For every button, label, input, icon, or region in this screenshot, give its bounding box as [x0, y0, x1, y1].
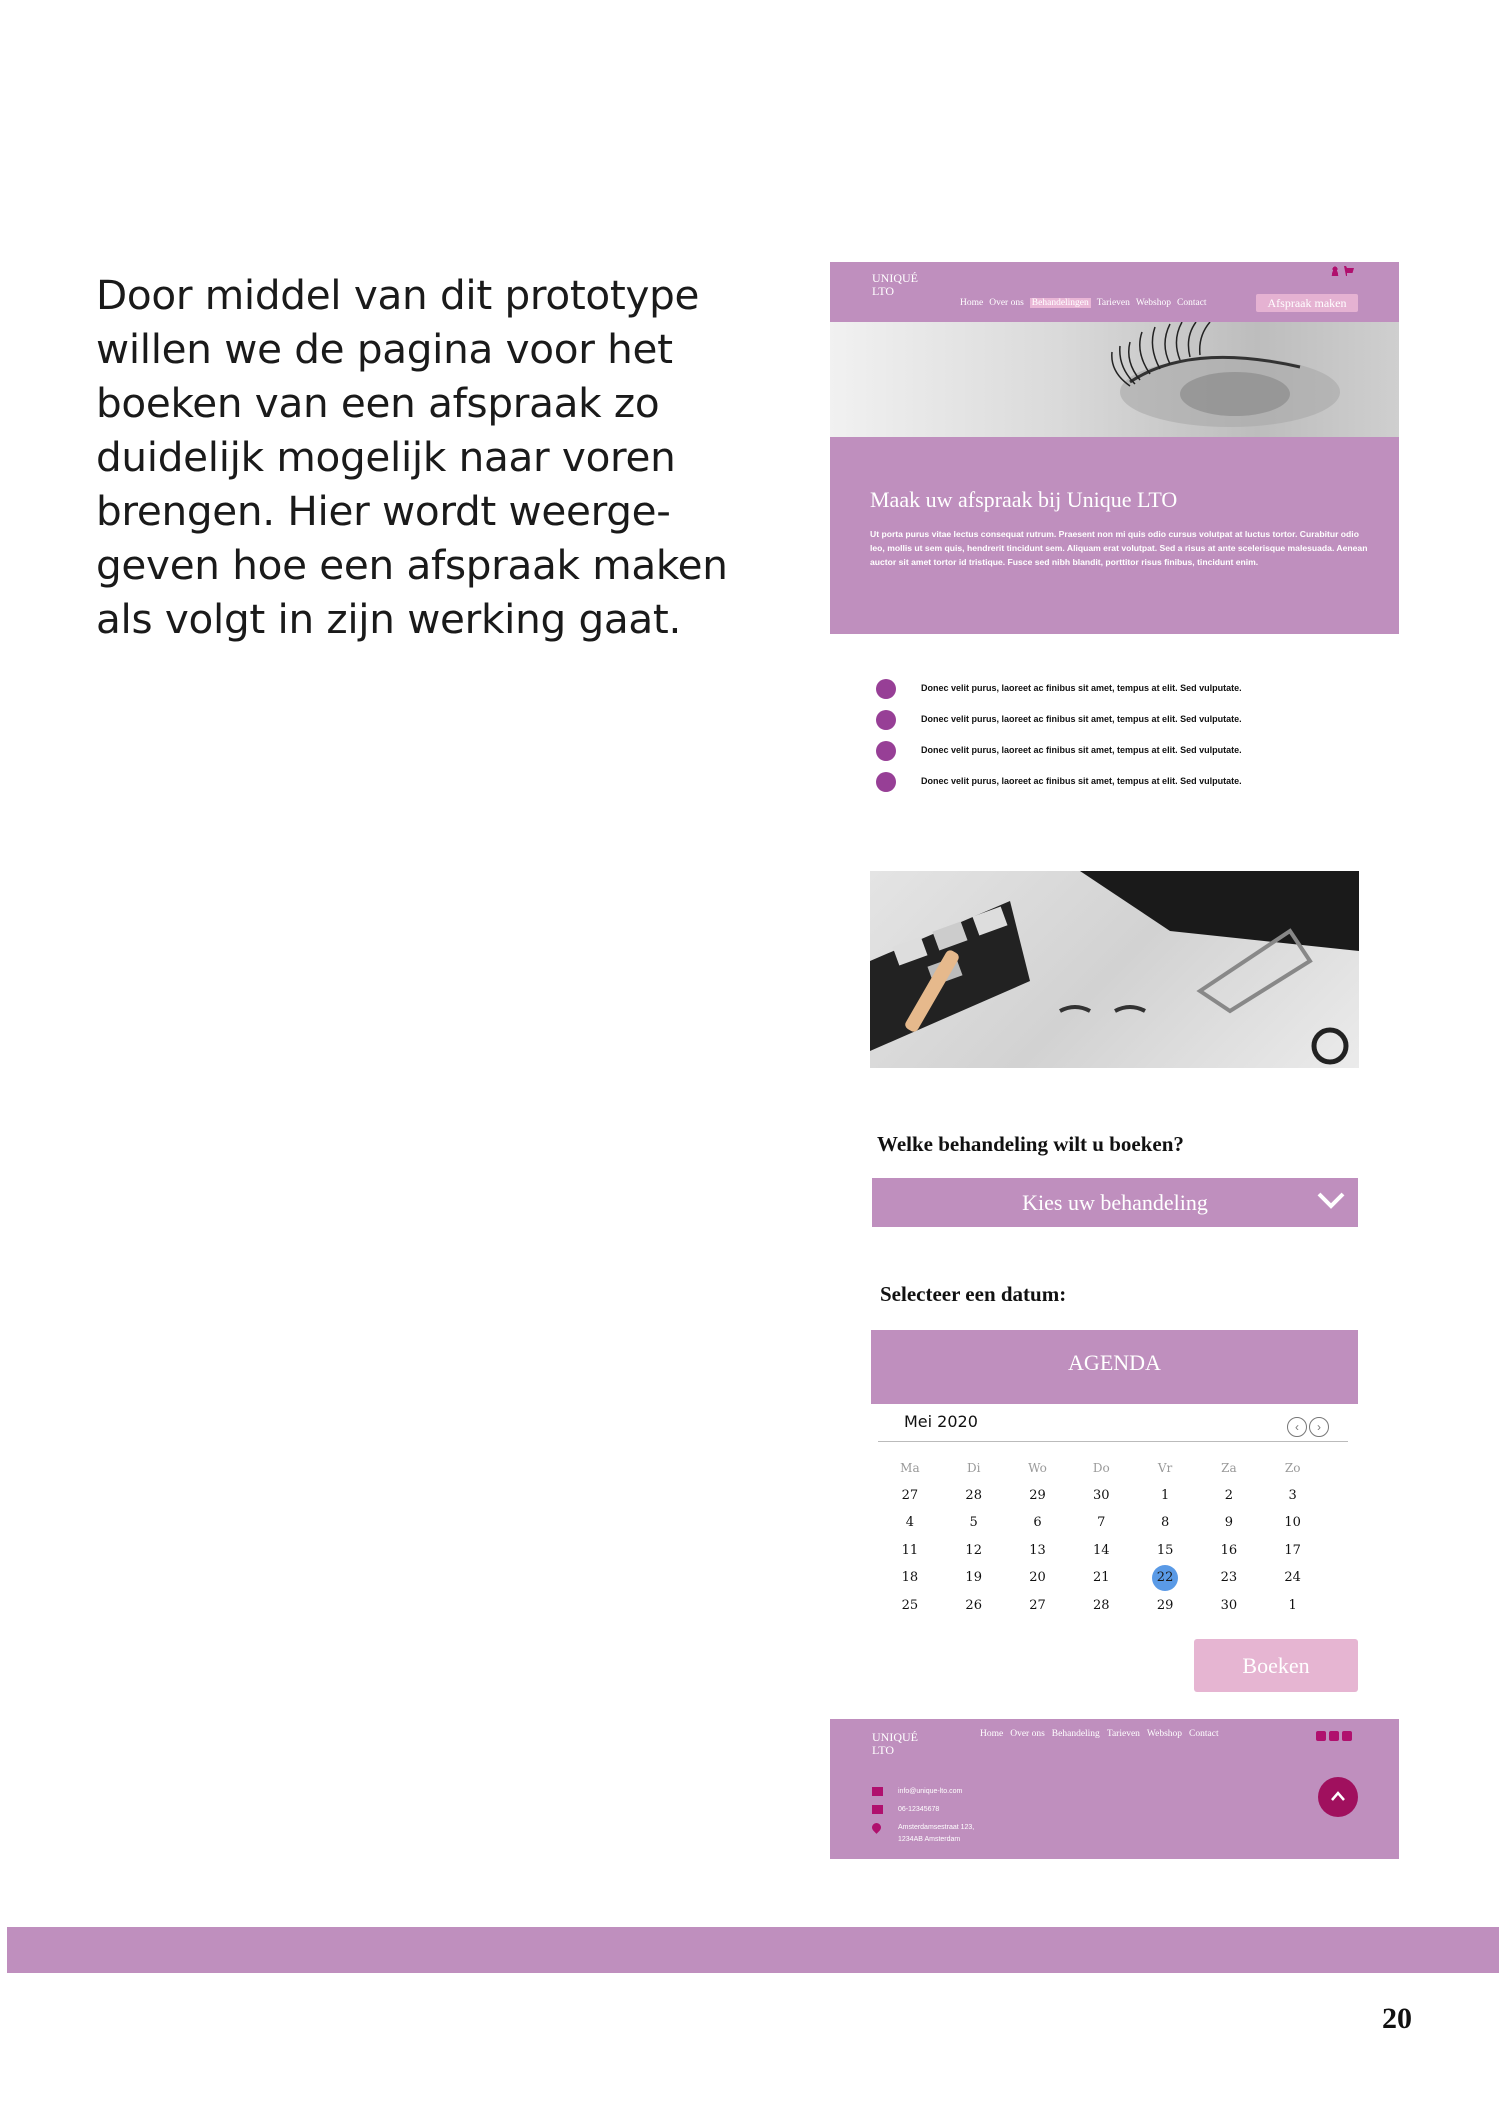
contact-email-text[interactable]: info@unique-lto.com: [898, 1788, 963, 1795]
footer-nav-tarieven[interactable]: Tarieven: [1106, 1729, 1140, 1739]
calendar-day[interactable]: 27: [901, 1487, 919, 1503]
contact-address-line2: 1234AB Amsterdam: [898, 1836, 961, 1843]
prev-month-button[interactable]: ‹: [1287, 1417, 1307, 1437]
bullet-text: Donec velit purus, laoreet ac finibus sit amet, tempus at elit. Sed vulputate.: [921, 745, 1242, 755]
calendar-nav: [1287, 1417, 1329, 1437]
nav-behandelingen[interactable]: Behandelingen: [1031, 298, 1089, 308]
site-footer: [830, 1719, 1399, 1859]
agenda-header: AGENDA: [871, 1330, 1358, 1404]
footer-nav: [980, 1729, 1219, 1739]
bullet-dot: [876, 772, 896, 792]
instagram-icon[interactable]: [1329, 1731, 1339, 1741]
contact-phone-text[interactable]: 06-12345678: [898, 1806, 940, 1813]
bullet-dot: [876, 710, 896, 730]
weekday-label: Do: [1092, 1461, 1110, 1475]
main-nav: [960, 298, 1207, 308]
week-row: [878, 1541, 1325, 1569]
calendar-month: Mei 2020: [904, 1412, 978, 1431]
calendar-day-selected[interactable]: [1133, 1568, 1197, 1596]
calendar-day[interactable]: 23: [1220, 1570, 1238, 1585]
logo-line1: UNIQUÉ: [872, 271, 918, 285]
calendar-day[interactable]: 10: [1284, 1515, 1301, 1530]
contact-phone: [872, 1801, 974, 1819]
calendar-day[interactable]: 2: [1224, 1487, 1234, 1503]
calendar-grid: [878, 1458, 1325, 1623]
back-to-top-button[interactable]: [1318, 1777, 1358, 1817]
hero-image: [830, 322, 1399, 437]
intro-line: boeken van een afspraak zo: [96, 379, 660, 427]
calendar-day[interactable]: 30: [1220, 1597, 1238, 1613]
week-row: [878, 1513, 1325, 1541]
calendar-day[interactable]: 20: [1029, 1570, 1046, 1585]
book-button[interactable]: Boeken: [1194, 1639, 1358, 1692]
calendar-day[interactable]: 28: [1093, 1597, 1110, 1613]
weekday-label: Vr: [1157, 1461, 1173, 1475]
treatment-select-value: Kies uw behandeling: [1022, 1190, 1208, 1215]
phone-icon: [872, 1805, 883, 1814]
weekday-label: Za: [1221, 1461, 1237, 1475]
intro-line: willen we de pagina voor het: [96, 325, 673, 373]
calendar-day[interactable]: 16: [1220, 1542, 1238, 1558]
contact-address-line1: Amsterdamsestraat 123,: [898, 1824, 975, 1831]
twitter-icon[interactable]: [1316, 1731, 1326, 1741]
footer-contact: [872, 1783, 974, 1849]
calendar-day[interactable]: 9: [1224, 1515, 1234, 1530]
week-row: [878, 1568, 1325, 1596]
banner-text: Ut porta purus vitae lectus consequat rutrum. Praesent non mi quis odio cursus volutpat at luctus tortor. Curabitur odio leo, mollis ut sem quis, hendrerit tincidunt sem. Aliquam erat volutpat. Sed a risus at ante scelerisque malesuada. Aenean auctor sit amet tortor id tristique. Fusce sed nibh blandit, porttitor risus finibus, tincidunt enim.: [870, 529, 1368, 567]
intro-line: als volgt in zijn werking gaat.: [96, 595, 682, 643]
nav-over-ons[interactable]: Over ons: [989, 298, 1024, 308]
banner-title: Maak uw afspraak bij Unique LTO: [870, 487, 1178, 512]
weekday-label: Zo: [1284, 1461, 1301, 1475]
calendar-day[interactable]: 24: [1284, 1570, 1301, 1585]
treatment-select[interactable]: [872, 1178, 1358, 1227]
calendar-day[interactable]: 14: [1093, 1542, 1110, 1558]
date-question: Selecteer een datum:: [880, 1282, 1067, 1306]
booking-banner: [830, 437, 1399, 634]
calendar-day[interactable]: 1: [1160, 1487, 1170, 1503]
calendar-day[interactable]: 18: [901, 1570, 919, 1585]
intro-line: brengen. Hier wordt weerge-: [96, 487, 671, 535]
calendar-day[interactable]: 29: [1029, 1487, 1046, 1503]
intro-line: duidelijk mogelijk naar voren: [96, 433, 676, 481]
weekday-row: [878, 1458, 1325, 1486]
footer-logo-line1: UNIQUÉ: [872, 1730, 918, 1744]
calendar-day[interactable]: 15: [1156, 1542, 1174, 1558]
logo-line2: LTO: [872, 284, 895, 298]
calendar-day[interactable]: 25: [901, 1597, 919, 1613]
intro-line: Door middel van dit prototype: [96, 271, 700, 319]
calendar-day[interactable]: 4: [905, 1515, 915, 1530]
calendar-day[interactable]: 5: [969, 1515, 978, 1530]
week-row: [878, 1596, 1325, 1624]
nav-contact[interactable]: Contact: [1177, 298, 1207, 308]
lash-tools-illustration: [870, 871, 1359, 1068]
calendar-day[interactable]: 11: [901, 1542, 919, 1558]
contact-address: [872, 1819, 974, 1837]
nav-webshop[interactable]: Webshop: [1135, 298, 1171, 308]
calendar-day[interactable]: 3: [1288, 1487, 1297, 1503]
footer-nav-over-ons[interactable]: Over ons: [1010, 1729, 1045, 1739]
chevron-up-icon: [1318, 1777, 1358, 1817]
bullet-text: Donec velit purus, laoreet ac finibus sit amet, tempus at elit. Sed vulputate.: [921, 683, 1242, 693]
make-appointment-button[interactable]: Afspraak maken: [1256, 294, 1358, 312]
product-photo: [870, 871, 1359, 1068]
treatment-question: Welke behandeling wilt u boeken?: [877, 1132, 1184, 1156]
next-month-button[interactable]: ›: [1309, 1417, 1329, 1437]
page-bottom-bar: [7, 1927, 1499, 1973]
weekday-label: Wo: [1028, 1461, 1047, 1475]
mail-icon: [872, 1787, 883, 1796]
calendar-day[interactable]: 13: [1029, 1542, 1046, 1558]
site-header: [830, 262, 1399, 322]
footer-nav-behandeling[interactable]: Behandeling: [1051, 1729, 1100, 1739]
calendar-day[interactable]: 1: [1288, 1597, 1297, 1613]
calendar-divider: [878, 1441, 1348, 1442]
bullet-dot: [876, 741, 896, 761]
social-links: [1316, 1731, 1352, 1741]
calendar-day[interactable]: 8: [1160, 1515, 1170, 1530]
selected-day-label: 22: [1152, 1565, 1178, 1591]
bullet-text: Donec velit purus, laoreet ac finibus sit amet, tempus at elit. Sed vulputate.: [921, 714, 1242, 724]
calendar-day[interactable]: 17: [1284, 1542, 1301, 1558]
intro-line: geven hoe een afspraak maken: [96, 541, 728, 589]
calendar-day[interactable]: 21: [1093, 1570, 1110, 1585]
location-pin-icon: [870, 1821, 883, 1834]
footer-logo[interactable]: [872, 1731, 918, 1757]
page-number: 20: [1382, 2002, 1412, 2035]
footer-nav-contact[interactable]: Contact: [1189, 1729, 1219, 1739]
footer-nav-home[interactable]: Home: [980, 1729, 1004, 1739]
calendar-day[interactable]: 30: [1093, 1487, 1110, 1503]
bullet-text: Donec velit purus, laoreet ac finibus sit amet, tempus at elit. Sed vulputate.: [921, 776, 1242, 786]
week-row: [878, 1486, 1325, 1514]
footer-logo-line2: LTO: [872, 1743, 895, 1757]
calendar-day[interactable]: 29: [1156, 1597, 1174, 1613]
weekday-label: Di: [966, 1461, 981, 1475]
calendar-day[interactable]: 7: [1097, 1515, 1106, 1530]
bullet-dot: [876, 679, 896, 699]
footer-nav-webshop[interactable]: Webshop: [1146, 1729, 1183, 1739]
nav-home[interactable]: Home: [960, 298, 984, 308]
calendar-day[interactable]: 28: [965, 1487, 982, 1503]
site-logo[interactable]: [872, 272, 918, 298]
facebook-icon[interactable]: [1342, 1731, 1352, 1741]
intro-text: [96, 268, 728, 646]
calendar-day[interactable]: 26: [965, 1597, 982, 1613]
cart-icon[interactable]: [1344, 266, 1354, 276]
weekday-label: Ma: [900, 1461, 920, 1475]
user-icon[interactable]: [1330, 266, 1340, 276]
calendar-day[interactable]: 19: [965, 1570, 982, 1585]
calendar-day[interactable]: 27: [1029, 1597, 1046, 1613]
chevron-down-icon: [1316, 1190, 1346, 1212]
nav-tarieven[interactable]: Tarieven: [1096, 298, 1130, 308]
calendar-day[interactable]: 6: [1033, 1515, 1042, 1530]
eye-lashes-illustration: [830, 322, 1399, 437]
contact-email: [872, 1783, 974, 1801]
calendar-day[interactable]: 12: [965, 1542, 982, 1558]
header-icons: [1330, 266, 1354, 276]
